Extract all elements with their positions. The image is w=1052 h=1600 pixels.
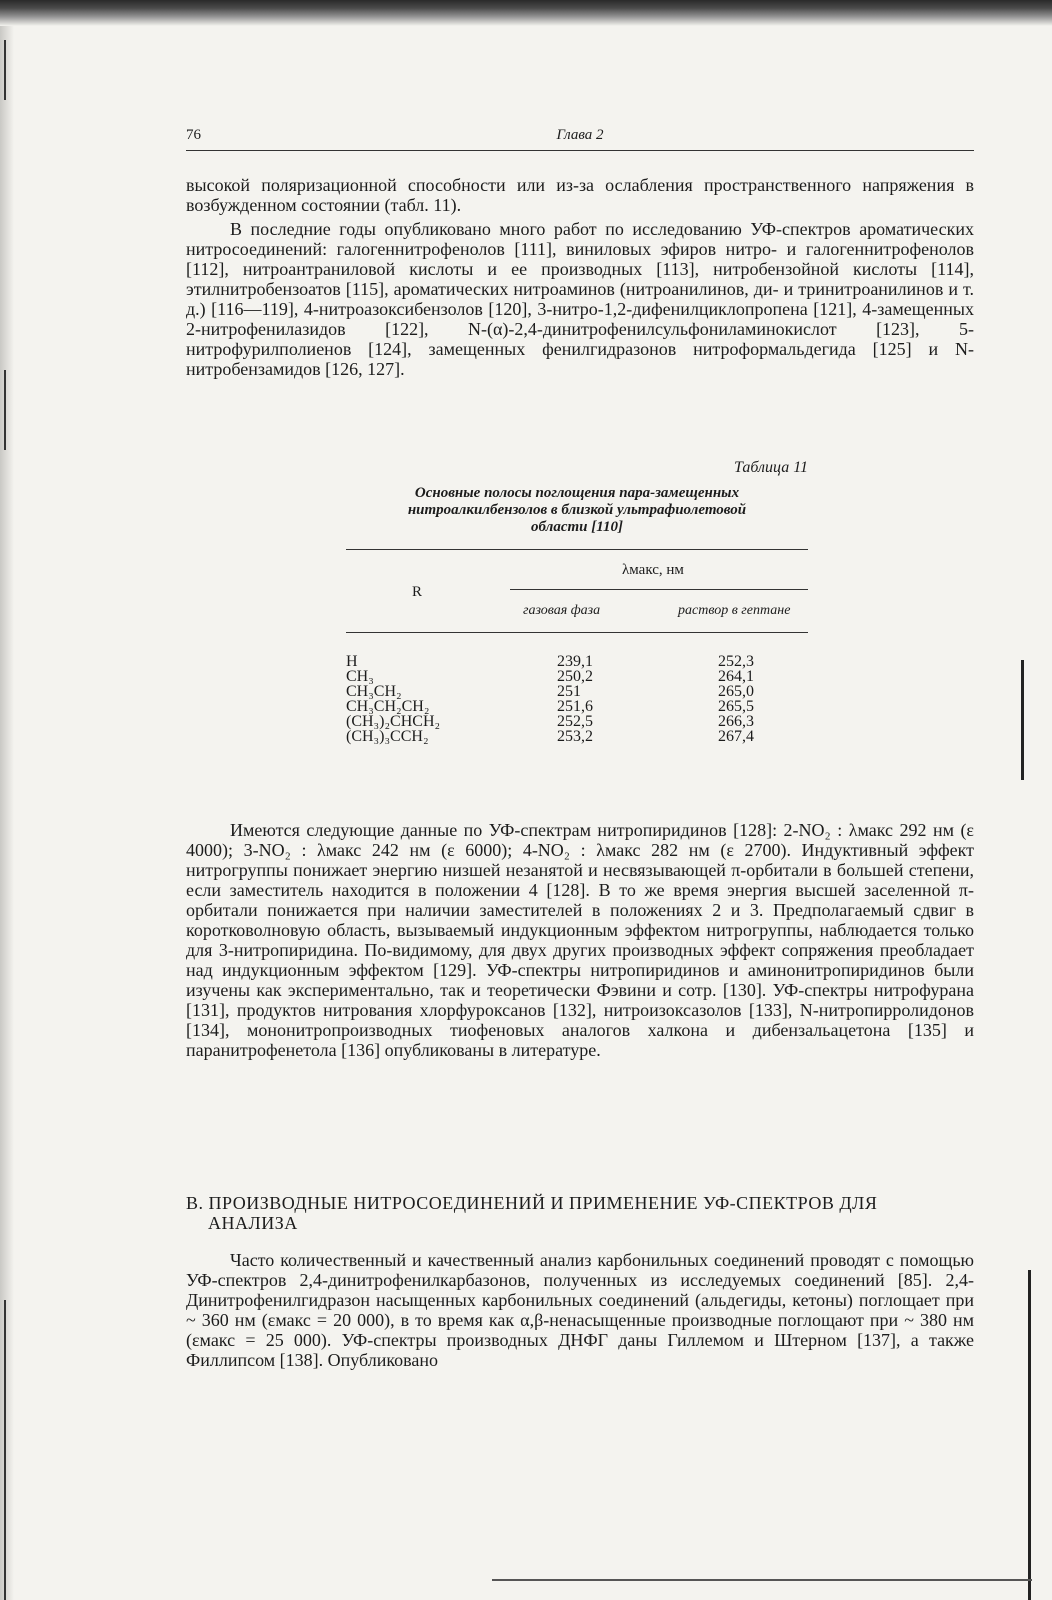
table-cell-heptane: 252,3 bbox=[718, 653, 754, 670]
table-cell-heptane: 266,3 bbox=[718, 713, 754, 730]
table-cell-r: (CH₃)₂CHCH₂ bbox=[346, 713, 441, 730]
table-cell-gas: 251 bbox=[557, 683, 581, 700]
scan-left-mark bbox=[4, 40, 6, 100]
table-cell-heptane: 264,1 bbox=[718, 668, 754, 685]
table-cell-r: (CH₃)₃CCH₂ bbox=[346, 728, 429, 745]
running-head: Глава 2 bbox=[556, 127, 604, 143]
paragraph-2: В последние годы опубликовано много работ по исследованию УФ-спектров ароматических нитросоединений: галогеннитрофенолов [111], виниловых эфиров нитро- и галогеннитрофенолов [112], нитроантраниловой кислоты и ее производных [113], нитробензойной кислоты [114], этилнитробензоатов [115], ароматических нитроаминов (нитроанилинов, ди- и тринитроанилинов и т. д.) [116—119], 4-нитроазоксибензолов [120], 3-нитро-1,2-дифенилциклопропена [121], 4-замещенных 2-нитрофенилазидов [122], N-(α)-2,4-динитрофенилсульфониламинокислот [123], 5-нитрофурилполиенов [124], замещенных фенилгидразонов нитроформальдегида [125] и N-нитробензамидов [126, 127]. bbox=[186, 219, 974, 379]
table-title-line: Основные полосы поглощения пара-замещенных bbox=[414, 485, 740, 501]
column-header-gas: газовая фаза bbox=[523, 603, 601, 618]
scan-right-mark bbox=[1028, 1270, 1031, 1600]
table-cell-heptane: 267,4 bbox=[718, 728, 754, 745]
scan-left-mark bbox=[4, 370, 6, 450]
section-heading-line: АНАЛИЗА bbox=[208, 1213, 298, 1233]
scan-bottom-mark bbox=[492, 1579, 1032, 1581]
column-header-lambda: λмакс, нм bbox=[622, 562, 684, 578]
table-cell-gas: 250,2 bbox=[557, 668, 593, 685]
table-cell-r: CH₃CH₂CH₂ bbox=[346, 698, 430, 715]
table-caption: Таблица 11 bbox=[734, 459, 808, 476]
table-cell-r: CH₃CH₂ bbox=[346, 683, 402, 700]
scan-left-mark bbox=[4, 1300, 6, 1600]
scan-top-edge bbox=[0, 0, 1052, 26]
section-heading bbox=[186, 1193, 974, 1233]
table-cell-heptane: 265,5 bbox=[718, 698, 754, 715]
page-number: 76 bbox=[186, 127, 201, 143]
table-cell-heptane: 265,0 bbox=[718, 683, 754, 700]
table-cell-gas: 239,1 bbox=[557, 653, 593, 670]
table-cell-gas: 251,6 bbox=[557, 698, 593, 715]
paragraph-3: Имеются следующие данные по УФ-спектрам нитропиридинов [128]: 2-NO₂ : λмакс 292 нм (ε 4000); 3-NO₂ : λмакс 242 нм (ε 6000); 4-NO₂ : λмакс 282 нм (ε 2700). Индуктивный эффект нитрогруппы понижает энергию низшей незанятой и несвязывающей π-орбитали в большей степени, если заместитель находится в положении 4 [128]. В то же время энергия высшей заселенной π-орбитали понижается при наличии заместителей в положениях 2 и 3. Предполагаемый сдвиг в коротковолновую область, вызываемый индукционным эффектом нитрогруппы, наблюдается только для 3-нитропиридина. По-видимому, для двух других производных эффект сопряжения преобладает над индукционным эффектом [129]. УФ-спектры нитропиридинов и аминонитропиридинов были изучены как экспериментально, так и теоретически Фэвини и сотр. [130]. УФ-спектры нитрофурана [131], продуктов нитрования хлорфуроксанов [132], нитроизоксазолов [133], N-нитропирролидонов [134], мононитропроизводных тиофеновых аналогов халкона и дибензальацетона [135] и паранитрофенетола [136] опубликованы в литературе. bbox=[186, 820, 974, 1060]
column-header-r: R bbox=[412, 584, 423, 600]
table-header-rule bbox=[346, 632, 808, 633]
column-header-heptane: раствор в гептане bbox=[678, 603, 791, 618]
table-title-line: нитроалкилбензолов в близкой ультрафиолетовой bbox=[407, 502, 747, 518]
table-top-rule bbox=[346, 549, 808, 550]
table-cell-gas: 253,2 bbox=[557, 728, 593, 745]
paragraph-4: Часто количественный и качественный анализ карбонильных соединений проводят с помощью УФ-спектров 2,4-динитрофенилкарбазонов, полученных из исследуемых соединений [85]. 2,4-Динитрофенилгидразон насыщенных карбонильных соединений (альдегиды, кетоны) поглощает при ~ 360 нм (εмакс = 20 000), в то время как α,β-ненасыщенные производные поглощают при ~ 380 нм (εмакс = 25 000). УФ-спектры производных ДНФГ даны Гиллемом и Штерном [137], а также Филлипсом [138]. Опубликовано bbox=[186, 1250, 974, 1370]
page-header bbox=[186, 126, 974, 151]
table-cell-gas: 252,5 bbox=[557, 713, 593, 730]
table-sub-rule bbox=[510, 589, 808, 590]
scan-left-edge bbox=[0, 26, 14, 1600]
table-title-line: области [110] bbox=[531, 519, 623, 535]
section-heading-line: В. ПРОИЗВОДНЫЕ НИТРОСОЕДИНЕНИЙ И ПРИМЕНЕНИЕ УФ-СПЕКТРОВ ДЛЯ bbox=[186, 1193, 878, 1213]
table-cell-r: CH₃ bbox=[346, 668, 374, 685]
table-cell-r: H bbox=[346, 653, 358, 670]
paragraph-1: высокой поляризационной способности или из-за ослабления пространственного напряжения в возбужденном состоянии (табл. 11). bbox=[186, 175, 974, 215]
scan-right-mark bbox=[1021, 660, 1024, 780]
